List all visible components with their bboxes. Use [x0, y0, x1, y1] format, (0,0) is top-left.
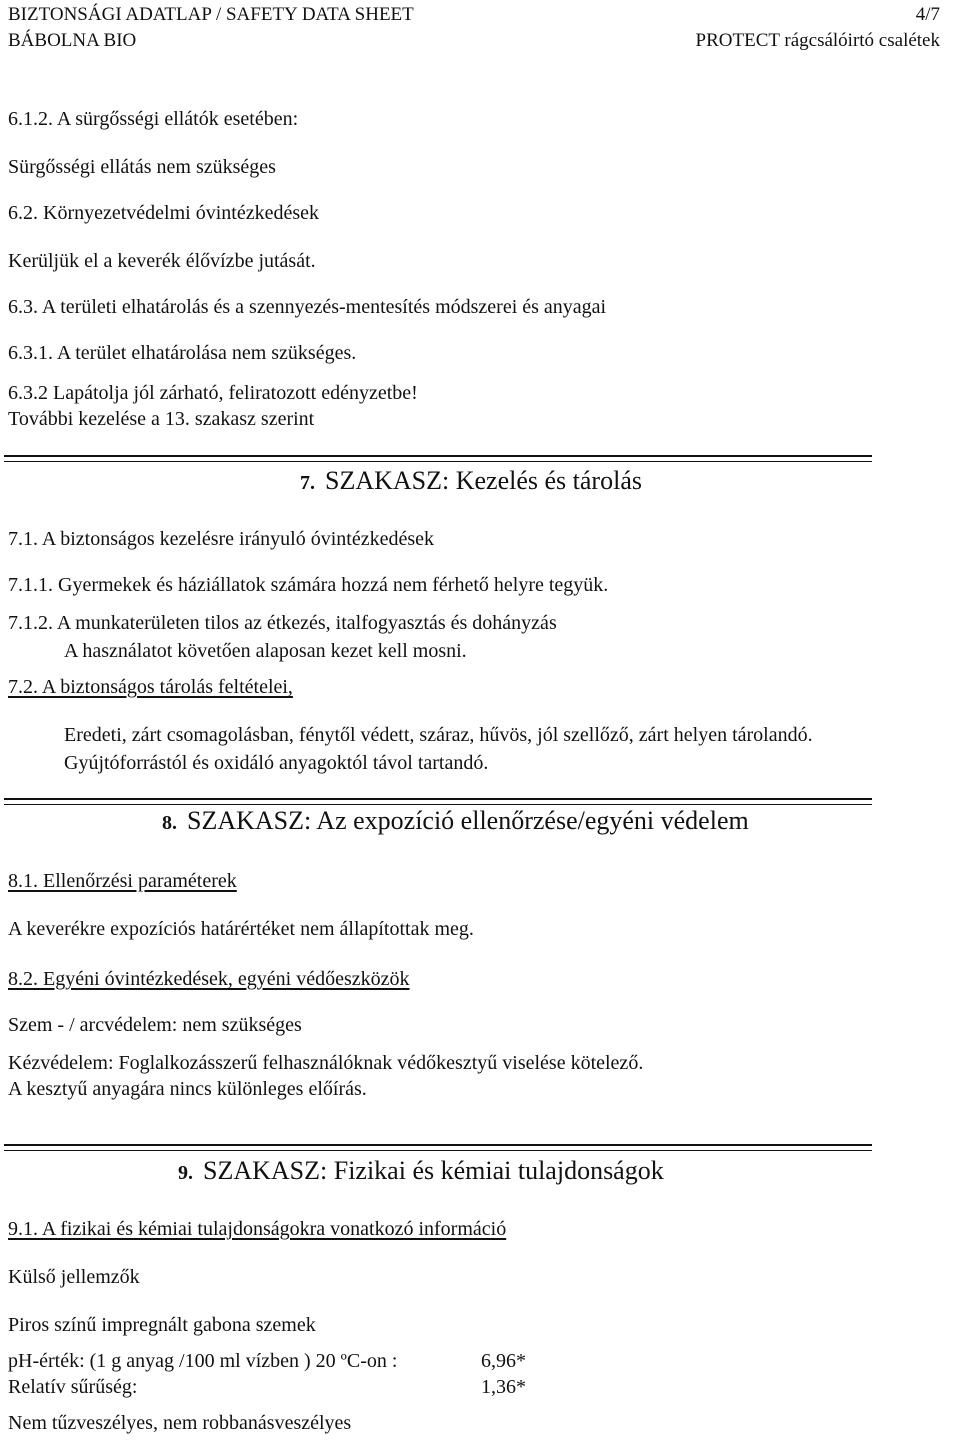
text-8-2-b: Kézvédelem: Foglalkozásszerű felhasználóknak védőkesztyű viselése kötelező.: [8, 1052, 644, 1074]
page-number: 4/7: [915, 4, 940, 25]
section-9-rule-thin: [4, 1150, 872, 1151]
density-label: Relatív sűrűség:: [8, 1376, 138, 1398]
heading-8-1: 8.1. Ellenőrzési paraméterek: [8, 870, 237, 892]
text-6-3-2-b: További kezelése a 13. szakasz szerint: [8, 408, 315, 430]
section-7-number: 7.: [300, 472, 315, 494]
heading-7-2: 7.2. A biztonságos tárolás feltételei,: [8, 676, 293, 698]
section-8-rule: [4, 798, 872, 800]
section-8-title: SZAKASZ: Az expozíció ellenőrzése/egyéni védelem: [187, 806, 749, 835]
section-9-title: SZAKASZ: Fizikai és kémiai tulajdonságok: [203, 1156, 664, 1185]
heading-8-2: 8.2. Egyéni óvintézkedések, egyéni védőeszközök: [8, 968, 410, 990]
text-6-1-2: Sürgősségi ellátás nem szükséges: [8, 156, 276, 178]
text-6-3-2-a: 6.3.2 Lapátolja jól zárható, feliratozott edényzetbe!: [8, 382, 418, 404]
text-8-2-a: Szem - / arcvédelem: nem szükséges: [8, 1014, 302, 1036]
section-7-title: SZAKASZ: Kezelés és tárolás: [325, 466, 642, 495]
heading-9-1: 9.1. A fizikai és kémiai tulajdonságokra vonatkozó információ: [8, 1218, 507, 1240]
ph-value: 6,96*: [481, 1350, 526, 1372]
section-9-heading: [178, 1156, 664, 1186]
heading-6-2: 6.2. Környezetvédelmi óvintézkedések: [8, 202, 319, 224]
text-6-2: Kerüljük el a keverék élővízbe jutását.: [8, 250, 316, 272]
heading-6-3: 6.3. A területi elhatárolás és a szennyezés-mentesítés módszerei és anyagai: [8, 296, 607, 318]
heading-7-1: 7.1. A biztonságos kezelésre irányuló óvintézkedések: [8, 528, 434, 550]
header-product: PROTECT rágcsálóirtó csalétek: [695, 30, 940, 51]
heading-6-1-2: 6.1.2. A sürgősségi ellátók esetében:: [8, 108, 299, 130]
header-title: BIZTONSÁGI ADATLAP / SAFETY DATA SHEET: [8, 4, 414, 25]
text-9-1-flammability: Nem tűzveszélyes, nem robbanásveszélyes: [8, 1412, 352, 1434]
section-7-rule-thin: [4, 461, 872, 462]
text-7-1-2-b: A használatot követően alaposan kezet kell mosni.: [64, 640, 467, 662]
section-7-heading: [300, 466, 642, 496]
text-8-1: A keverékre expozíciós határértéket nem állapítottak meg.: [8, 918, 474, 940]
density-row: [8, 1376, 526, 1399]
text-8-2-c: A kesztyű anyagára nincs különleges előírás.: [8, 1078, 367, 1100]
text-9-1-appearance-label: Külső jellemzők: [8, 1266, 140, 1288]
section-8-number: 8.: [162, 812, 177, 834]
ph-row: [8, 1350, 526, 1373]
section-9-number: 9.: [178, 1162, 193, 1184]
header-company: BÁBOLNA BIO: [8, 30, 137, 51]
text-9-1-appearance: Piros színű impregnált gabona szemek: [8, 1314, 316, 1336]
text-6-3-1: 6.3.1. A terület elhatárolása nem szükséges.: [8, 342, 357, 364]
section-9-rule: [4, 1144, 872, 1146]
text-7-1-1: 7.1.1. Gyermekek és háziállatok számára hozzá nem férhető helyre tegyük.: [8, 574, 609, 596]
text-7-2-b: Gyújtóforrástól és oxidáló anyagoktól távol tartandó.: [64, 752, 489, 774]
ph-label: pH-érték: (1 g anyag /100 ml vízben ) 20 ºC-on :: [8, 1350, 398, 1372]
section-8-rule-thin: [4, 804, 872, 805]
section-8-heading: [162, 806, 749, 836]
density-value: 1,36*: [481, 1376, 526, 1398]
text-7-1-2-a: 7.1.2. A munkaterületen tilos az étkezés, italfogyasztás és dohányzás: [8, 612, 557, 634]
section-7-rule: [4, 455, 872, 457]
text-7-2-a: Eredeti, zárt csomagolásban, fénytől védett, száraz, hűvös, jól szellőző, zárt helyen tárolandó.: [64, 724, 813, 746]
